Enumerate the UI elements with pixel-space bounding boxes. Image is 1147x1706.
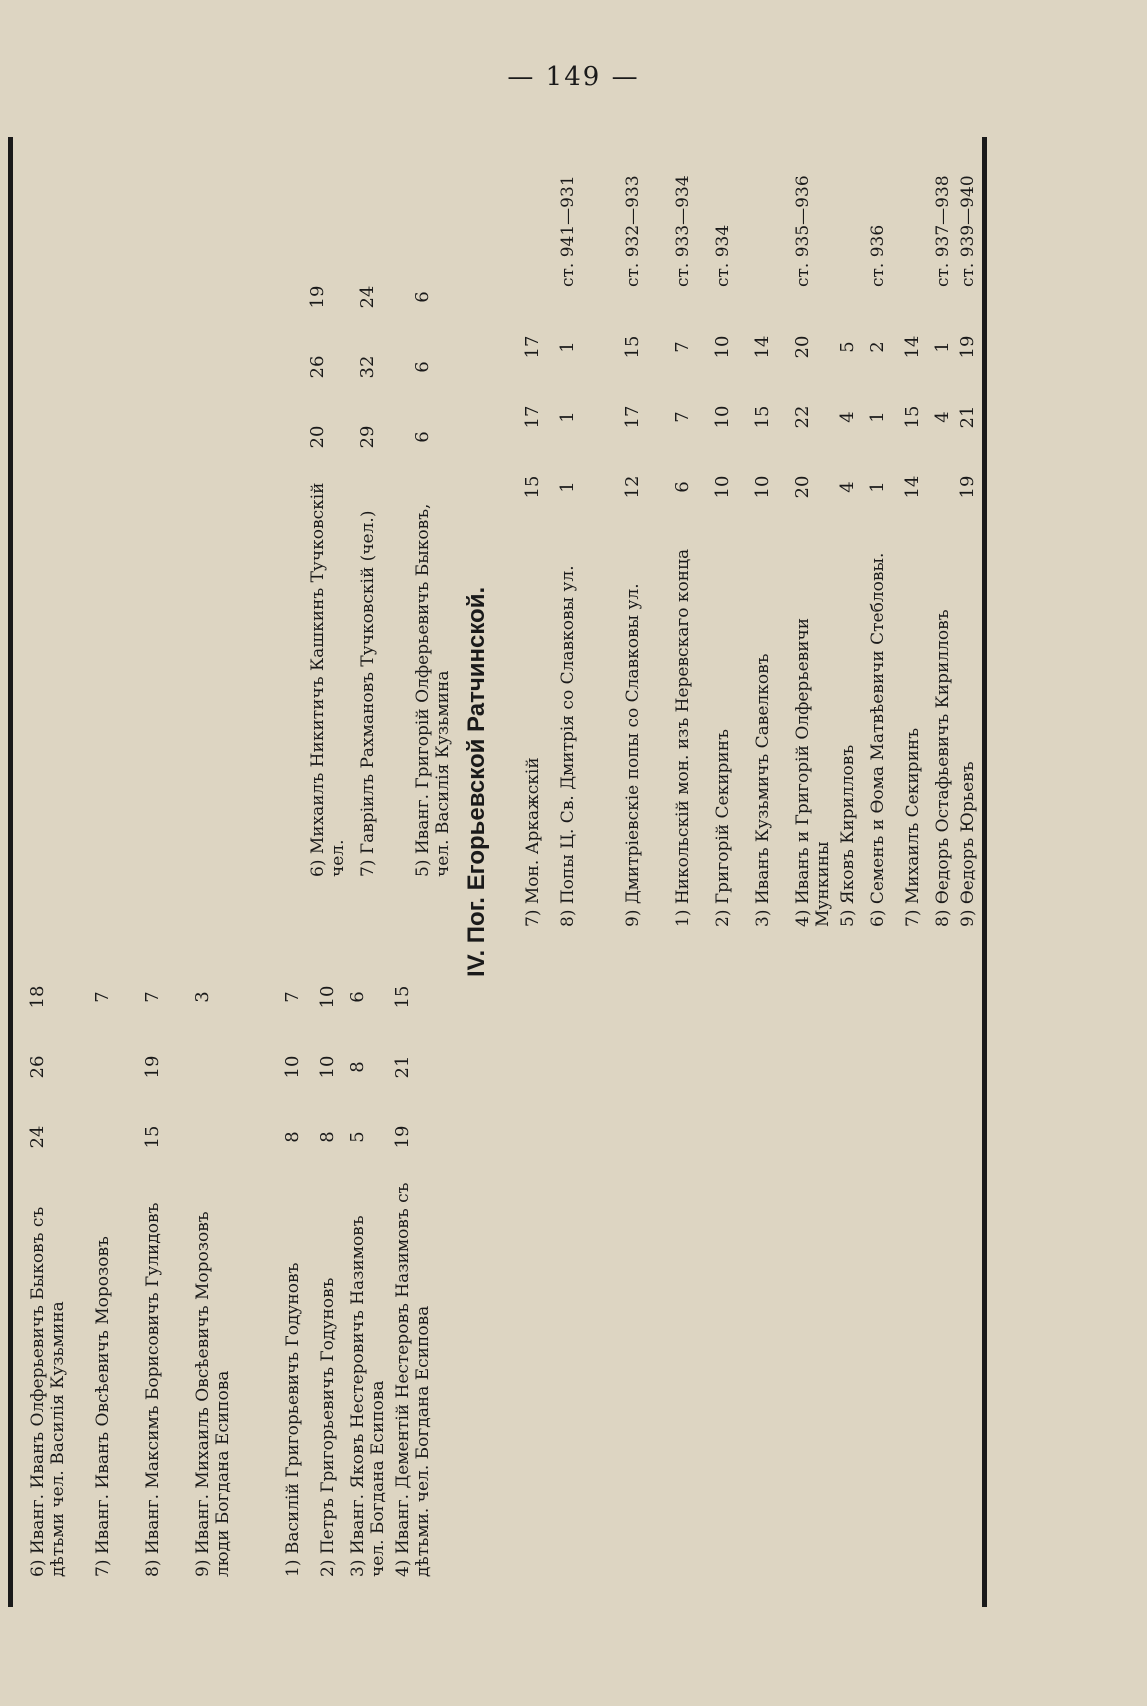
value-b: 15	[902, 405, 923, 429]
reference-column: ст. 941—931	[558, 175, 578, 287]
value-a: 20	[307, 425, 328, 449]
value-b: 22	[792, 405, 813, 429]
value-c: 2	[867, 341, 888, 353]
value-c: 17	[522, 335, 543, 359]
value-b: 8	[347, 1061, 368, 1073]
value-c: 19	[957, 335, 978, 359]
value-a: 12	[622, 475, 643, 499]
row-name: 9) Иванг. Михаилъ Овсѣевичъ Морозовъ люди Богдана Есипова	[193, 1211, 233, 1577]
row-name: 7) Гавріилъ Рахмановъ Тучковскій (чел.)	[358, 510, 378, 877]
value-b: 1	[867, 411, 888, 423]
value-b: 10	[712, 405, 733, 429]
value-b: 19	[142, 1055, 163, 1079]
row-name: 2) Петръ Григорьевичъ Годуновъ	[318, 1277, 338, 1577]
row-name: 8) Попы Ц. Св. Дмитрія со Славковы ул.	[558, 565, 578, 927]
row-name: 8) Иванг. Максимъ Борисовичъ Гулидовъ	[143, 1202, 163, 1577]
value-c: 20	[792, 335, 813, 359]
row-name: 9) Ѳедоръ Юрьевъ	[958, 761, 978, 927]
row-name: 8) Ѳедоръ Остафьевичъ Кирилловъ	[933, 609, 953, 927]
value-c: 6	[412, 291, 433, 303]
value-c: 15	[392, 985, 413, 1009]
value-a: 1	[867, 481, 888, 493]
value-a: 29	[357, 425, 378, 449]
value-b: 17	[622, 405, 643, 429]
row-name: 1) Никольскій мон. изъ Неревскаго конца	[673, 548, 693, 927]
value-c: 5	[837, 341, 858, 353]
value-b: 21	[957, 405, 978, 429]
value-c: 15	[622, 335, 643, 359]
value-c: 14	[902, 335, 923, 359]
section-heading: IV. Пог. Егорьевской Ратчинской.	[463, 586, 490, 977]
value-c: 3	[192, 991, 213, 1003]
value-c: 1	[932, 341, 953, 353]
value-c: 24	[357, 285, 378, 309]
value-a: 24	[27, 1125, 48, 1149]
value-c: 1	[557, 341, 578, 353]
value-c: 19	[307, 285, 328, 309]
row-name: 6) Михаилъ Никитичъ Кашкинъ Тучковскій чел.	[308, 482, 348, 877]
value-a: 10	[712, 475, 733, 499]
value-a: 15	[522, 475, 543, 499]
reference-column: ст. 939—940	[958, 175, 978, 287]
value-b: 21	[392, 1055, 413, 1079]
value-c: 7	[92, 991, 113, 1003]
value-a: 6	[412, 431, 433, 443]
value-c: 18	[27, 985, 48, 1009]
value-a: 10	[752, 475, 773, 499]
value-b: 17	[522, 405, 543, 429]
reference-column: ст. 932—933	[623, 175, 643, 287]
row-name: 3) Иванъ Кузьмичъ Савелковъ	[753, 653, 773, 927]
value-a: 8	[317, 1131, 338, 1143]
reference-column: ст. 937—938	[933, 175, 953, 287]
row-name: 7) Михаилъ Секиринъ	[903, 727, 923, 927]
value-b: 15	[752, 405, 773, 429]
value-a: 4	[837, 481, 858, 493]
row-name: 4) Иванъ и Григорій Олферьевичи Мункины	[793, 617, 833, 927]
value-c: 7	[282, 991, 303, 1003]
value-c: 6	[347, 991, 368, 1003]
row-name: 7) Иванг. Иванъ Овсѣевичъ Морозовъ	[93, 1236, 113, 1577]
value-b: 1	[557, 411, 578, 423]
value-b: 10	[317, 1055, 338, 1079]
row-name: 5) Яковъ Кирилловъ	[838, 744, 858, 927]
row-name: 2) Григорій Секиринъ	[713, 729, 733, 927]
value-b: 10	[282, 1055, 303, 1079]
value-c: 14	[752, 335, 773, 359]
value-a: 15	[142, 1125, 163, 1149]
value-c: 7	[142, 991, 163, 1003]
reference-column: ст. 936	[868, 224, 888, 287]
row-name: 3) Иванг. Яковъ Нестеровичъ Назимовъ чел. Богдана Есипова	[348, 1215, 388, 1577]
value-a: 1	[557, 481, 578, 493]
rotated-table	[8, 137, 988, 1607]
row-name: 1) Василій Григорьевичъ Годуновъ	[283, 1262, 303, 1577]
value-a: 6	[672, 481, 693, 493]
value-c: 7	[672, 341, 693, 353]
value-b: 26	[27, 1055, 48, 1079]
value-b: 4	[837, 411, 858, 423]
value-a: 14	[902, 475, 923, 499]
reference-column: ст. 934	[713, 224, 733, 287]
row-name: 6) Иванг. Иванъ Олферьевичъ Быковъ съ дѣтьми чел. Василія Кузьмина	[28, 1206, 68, 1577]
right-table-block	[513, 157, 983, 1577]
reference-column: ст. 933—934	[673, 175, 693, 287]
row-name: 9) Дмитріевскіе попы со Славковы ул.	[623, 583, 643, 927]
reference-column: ст. 935—936	[793, 175, 813, 287]
value-b: 6	[412, 361, 433, 373]
value-a: 8	[282, 1131, 303, 1143]
value-a: 19	[957, 475, 978, 499]
value-b: 4	[932, 411, 953, 423]
value-b: 26	[307, 355, 328, 379]
left-table-block	[8, 157, 453, 1577]
value-a: 5	[347, 1131, 368, 1143]
row-name: 5) Иванг. Григорій Олферьевичъ Быковъ, чел. Василія Кузьмина	[413, 503, 453, 877]
page-number: — 149 —	[507, 62, 640, 92]
row-name: 6) Семенъ и Ѳома Матвѣевичи Стебловы.	[868, 552, 888, 927]
value-a: 20	[792, 475, 813, 499]
row-name: 7) Мон. Аркажскій	[523, 757, 543, 927]
value-a: 19	[392, 1125, 413, 1149]
row-name: 4) Иванг. Дементій Нестеровъ Назимовъ съ дѣтьми. чел. Богдана Есипова	[393, 1182, 433, 1577]
value-b: 7	[672, 411, 693, 423]
value-c: 10	[712, 335, 733, 359]
value-c: 10	[317, 985, 338, 1009]
value-b: 32	[357, 355, 378, 379]
